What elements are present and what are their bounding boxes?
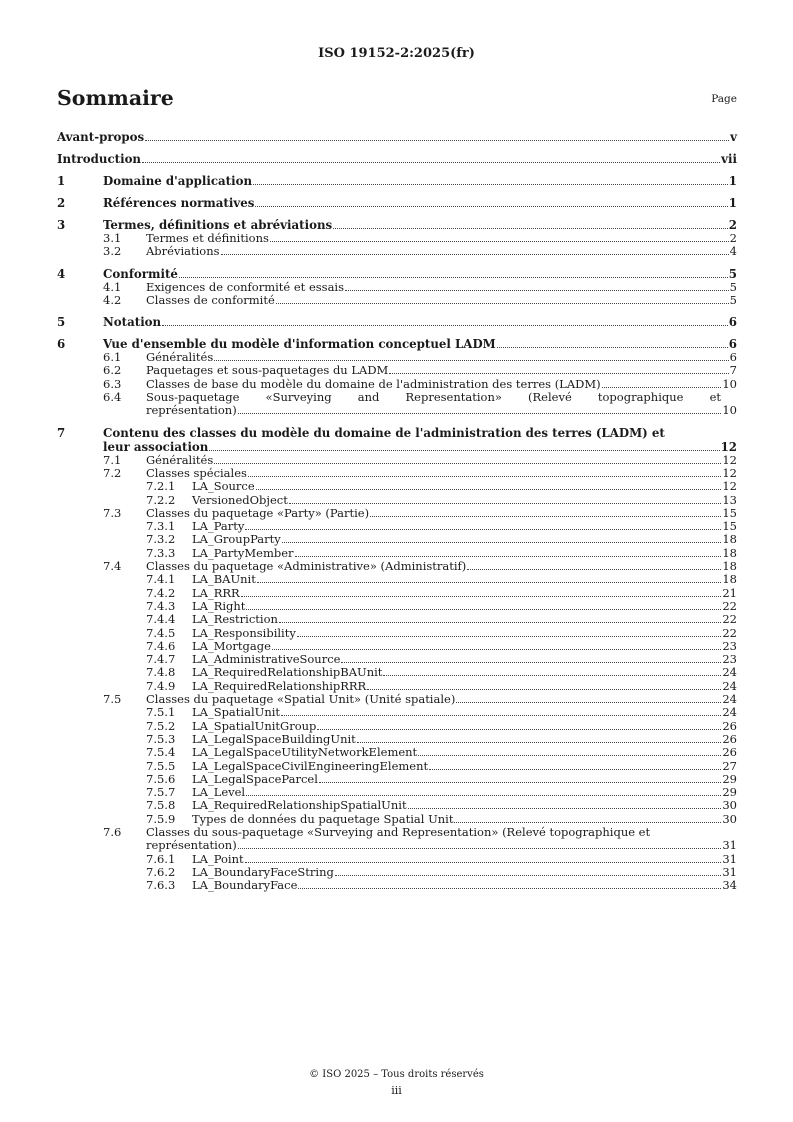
toc-leader <box>418 755 721 756</box>
toc-entry-text: LA_Source <box>192 479 255 494</box>
toc-entry-text: VersionedObject <box>192 492 288 507</box>
page-column-label: Page <box>711 93 737 105</box>
toc-entry-page: 22 <box>722 625 737 640</box>
toc-entry-page: 31 <box>722 864 737 879</box>
toc-entry-number: 7.5.5 <box>146 758 176 773</box>
toc-entry-text: Classes du sous-paquetage «Surveying and Representation» (Relevé topographique et <box>146 824 651 839</box>
toc-entry-text: LA_RequiredRelationshipBAUnit <box>192 665 383 680</box>
toc-entry-4-1[interactable] <box>57 281 737 294</box>
toc-entry-text: Exigences de conformité et essais <box>146 279 344 294</box>
toc-entry-text: LA_Restriction <box>192 612 278 627</box>
toc-entry-page: 5 <box>728 266 737 281</box>
toc-leader <box>162 325 728 326</box>
toc-entry-page: 10 <box>722 376 737 391</box>
toc-entry-text: Conformité <box>103 266 178 281</box>
toc-entry-number: 7.2.1 <box>146 479 176 494</box>
toc-entry-4-2[interactable] <box>57 294 737 307</box>
toc-entry-text: LA_RequiredRelationshipRRR <box>192 678 367 693</box>
toc-leader <box>408 808 722 809</box>
toc-leader <box>333 228 728 229</box>
toc-entry-number: 7.4.8 <box>146 665 176 680</box>
toc-entry-page: 26 <box>722 745 737 760</box>
toc-entry-page: 6 <box>729 350 737 365</box>
toc-entry-introduction[interactable] <box>57 152 737 166</box>
toc-leader <box>298 888 721 889</box>
toc-entry-number: 3.1 <box>103 231 122 245</box>
toc-entry-page: 1 <box>728 196 737 210</box>
toc-entry-7-5-9[interactable] <box>57 813 737 826</box>
toc-entry-page: 12 <box>722 465 737 480</box>
toc-entry-text: LA_LegalSpaceUtilityNetworkElement <box>192 745 418 760</box>
toc-entry-text: LA_SpatialUnitGroup <box>192 718 317 733</box>
toc-entry-7-6-2[interactable] <box>57 866 737 879</box>
toc-entry-number: 7.5.6 <box>146 771 176 786</box>
toc-entry-number: 4.1 <box>103 279 122 294</box>
toc-entry-text: LA_LegalSpaceCivilEngineeringElement <box>192 758 429 773</box>
toc-entry-page: 15 <box>722 505 737 520</box>
toc-leader <box>281 715 721 716</box>
toc-entry-number: 1 <box>57 174 66 188</box>
toc-entry-number: 7.5.2 <box>146 718 176 733</box>
toc-leader <box>341 662 721 663</box>
toc-entry-text: Généralités <box>146 452 214 467</box>
toc-entry-text: LA_BoundaryFace <box>192 878 298 893</box>
toc-leader <box>282 542 722 543</box>
toc-leader <box>367 689 721 690</box>
toc-entry-page: v <box>730 130 737 144</box>
toc-entry-number: 5 <box>57 315 66 330</box>
toc-entry-text-continued: représentation) <box>146 403 237 418</box>
toc-entry-page: 31 <box>722 838 737 853</box>
toc-entry-page: 22 <box>722 612 737 627</box>
toc-leader <box>456 702 721 703</box>
toc-entry-page: 18 <box>722 545 737 560</box>
toc-entry-number: 7.2.2 <box>146 492 176 507</box>
toc-entry-7-2-2[interactable] <box>57 494 737 507</box>
toc-entry-7-4-6[interactable] <box>57 640 737 653</box>
toc-leader <box>238 848 722 849</box>
toc-leader <box>317 729 721 730</box>
toc-entry-7-5-6[interactable] <box>57 773 737 786</box>
page-title: Sommaire <box>57 86 174 110</box>
toc-leader <box>345 290 729 291</box>
toc-entry-page: 2 <box>728 218 737 232</box>
toc-entry-page: 29 <box>722 771 737 786</box>
toc-leader <box>209 450 719 451</box>
toc-entry-number: 7.4.3 <box>146 598 176 613</box>
document-id-header: ISO 19152-2:2025(fr) <box>318 46 475 61</box>
toc-leader <box>248 476 721 477</box>
toc-entry-text: Généralités <box>146 350 214 365</box>
toc-entry-page: 29 <box>722 785 737 800</box>
toc-entry-text: LA_LegalSpaceBuildingUnit <box>192 731 356 746</box>
toc-entry-text: Termes et définitions <box>146 231 269 245</box>
toc-entry-text-continued: leur association <box>103 439 209 454</box>
toc-leader <box>270 241 729 242</box>
toc-entry-7-1[interactable] <box>57 454 737 467</box>
toc-entry-page: 27 <box>722 758 737 773</box>
toc-entry-page: 24 <box>722 678 737 693</box>
toc-entry-text: LA_AdministrativeSource <box>192 652 341 667</box>
toc-entry-7-4-7[interactable] <box>57 653 737 666</box>
toc-entry-number: 4 <box>57 266 66 281</box>
toc-entry-page: 23 <box>722 638 737 653</box>
toc-entry-7-5-3[interactable] <box>57 733 737 746</box>
toc-entry-7-6-3[interactable] <box>57 879 737 892</box>
toc-entry-page: 23 <box>722 652 737 667</box>
toc-entry-number: 7.4.6 <box>146 638 176 653</box>
toc-entry-1[interactable] <box>57 174 737 188</box>
toc-entry-6-3[interactable] <box>57 378 737 391</box>
toc-leader <box>297 636 722 637</box>
toc-leader <box>253 184 728 185</box>
toc-entry-number: 7.6.2 <box>146 864 176 879</box>
toc-entry-number: 7.5.8 <box>146 798 176 813</box>
toc-entry-number: 7.4.7 <box>146 652 176 667</box>
toc-leader <box>335 875 722 876</box>
toc-entry-text: Domaine d'application <box>103 174 253 188</box>
toc-leader <box>214 360 728 361</box>
toc-leader <box>389 373 728 374</box>
toc-leader <box>246 609 721 610</box>
toc-entry-page: 6 <box>728 337 737 352</box>
toc-entry-page: 30 <box>722 811 737 826</box>
toc-leader <box>246 795 721 796</box>
toc-entry-number: 7.5.3 <box>146 731 176 746</box>
toc-entry-text: LA_BAUnit <box>192 572 256 587</box>
toc-entry-7-3[interactable] <box>57 507 737 520</box>
toc-entry-7-4[interactable] <box>57 560 737 573</box>
toc-entry-7-3-1[interactable] <box>57 520 737 533</box>
toc-entry-page: 18 <box>722 532 737 547</box>
toc-entry-page: 12 <box>722 452 737 467</box>
toc-entry-number: 7.4.1 <box>146 572 176 587</box>
toc-leader <box>256 489 722 490</box>
toc-entry-text: Abréviations <box>146 244 220 259</box>
toc-entry-6[interactable] <box>57 337 737 351</box>
toc-entry-page: 24 <box>722 665 737 680</box>
toc-entry-text: LA_Level <box>192 785 246 800</box>
toc-entry-text-continued: représentation) <box>146 838 237 853</box>
toc-entry-page: 6 <box>728 315 737 330</box>
toc-entry-page: 18 <box>722 559 737 574</box>
toc-entry-2[interactable] <box>57 196 737 210</box>
toc-leader <box>454 822 721 823</box>
toc-entry-page: 12 <box>722 479 737 494</box>
toc-entry-text: LA_GroupParty <box>192 532 281 547</box>
toc-entry-7-4-2[interactable] <box>57 587 737 600</box>
toc-entry-number: 7.6.1 <box>146 851 176 866</box>
toc-entry-number: 7.4 <box>103 559 122 574</box>
toc-entry-page: 34 <box>722 878 737 893</box>
toc-entry-5[interactable] <box>57 315 737 329</box>
toc-entry-6-2[interactable] <box>57 364 737 377</box>
toc-leader <box>497 347 728 348</box>
toc-entry-text: LA_PartyMember <box>192 545 294 560</box>
toc-leader <box>319 782 721 783</box>
toc-entry-page: 2 <box>729 231 737 245</box>
toc-entry-number: 2 <box>57 196 66 210</box>
toc-entry-page: 30 <box>722 798 737 813</box>
toc-leader <box>279 622 721 623</box>
toc-entry-text: Introduction <box>57 152 142 166</box>
toc-entry-page: 22 <box>722 598 737 613</box>
toc-entry-7-5-2[interactable] <box>57 720 737 733</box>
toc-leader <box>145 140 729 141</box>
toc-leader <box>295 556 722 557</box>
toc-entry-7-5-5[interactable] <box>57 760 737 773</box>
toc-entry-3-2[interactable] <box>57 245 737 258</box>
toc-entry-page: 12 <box>720 439 737 454</box>
toc-entry-page: 7 <box>729 363 737 378</box>
toc-entry-page: 5 <box>729 279 737 294</box>
toc-entry-number: 7.5.7 <box>146 785 176 800</box>
toc-entry-text: LA_Party <box>192 519 245 534</box>
toc-entry-text: Avant-propos <box>57 130 145 144</box>
toc-entry-7-4-5[interactable] <box>57 627 737 640</box>
toc-leader <box>602 387 722 388</box>
toc-entry-number: 7.3.2 <box>146 532 176 547</box>
toc-entry-number: 6 <box>57 337 66 352</box>
page-footer <box>0 1069 793 1097</box>
toc-entry-number: 7.5.9 <box>146 811 176 826</box>
toc-entry-text: LA_Responsibility <box>192 625 296 640</box>
toc-entry-page: 26 <box>722 718 737 733</box>
toc-leader <box>383 675 721 676</box>
toc-entry-text: LA_Mortgage <box>192 638 271 653</box>
toc-entry-7-3-3[interactable] <box>57 547 737 560</box>
toc-leader <box>245 529 721 530</box>
toc-leader <box>257 582 722 583</box>
toc-leader <box>255 206 727 207</box>
toc-entry-7-5-1[interactable] <box>57 706 737 719</box>
toc-leader <box>467 569 721 570</box>
toc-entry-text: Sous-paquetage «Surveying and Representation» (Relevé topographique et <box>146 390 721 405</box>
toc-entry-7-3-2[interactable] <box>57 533 737 546</box>
toc-entry-number: 3.2 <box>103 244 122 259</box>
toc-entry-text: LA_RequiredRelationshipSpatialUnit <box>192 798 407 813</box>
table-of-contents <box>57 130 737 892</box>
toc-leader <box>289 503 722 504</box>
toc-leader <box>179 277 728 278</box>
toc-entry-text: LA_BoundaryFaceString <box>192 864 334 879</box>
toc-entry-number: 6.2 <box>103 363 122 378</box>
toc-entry-text: Termes, définitions et abréviations <box>103 218 333 232</box>
toc-entry-page: 5 <box>729 292 737 307</box>
toc-entry-text: LA_LegalSpaceParcel <box>192 771 318 786</box>
toc-entry-7-5-8[interactable] <box>57 799 737 812</box>
toc-entry-text: Vue d'ensemble du modèle d'information conceptuel LADM <box>103 337 496 352</box>
toc-entry-page: 24 <box>722 705 737 720</box>
toc-entry-7-4-4[interactable] <box>57 613 737 626</box>
toc-entry-page: 18 <box>722 572 737 587</box>
toc-entry-text: LA_RRR <box>192 585 240 600</box>
toc-leader <box>238 413 722 414</box>
toc-entry-number: 7.3.1 <box>146 519 176 534</box>
copyright-notice: © ISO 2025 – Tous droits réservés <box>309 1069 484 1080</box>
toc-entry-3-1[interactable] <box>57 232 737 245</box>
toc-leader <box>370 516 721 517</box>
toc-entry-number: 4.2 <box>103 292 122 307</box>
toc-entry-number: 7.6.3 <box>146 878 176 893</box>
toc-leader <box>142 162 720 163</box>
toc-entry-text: Classes spéciales <box>146 465 247 480</box>
toc-entry-page: 24 <box>722 692 737 707</box>
toc-entry-7[interactable] <box>57 426 737 454</box>
toc-leader <box>245 862 722 863</box>
toc-leader <box>429 769 721 770</box>
toc-entry-text: Notation <box>103 315 162 330</box>
toc-entry-4[interactable] <box>57 267 737 281</box>
toc-entry-number: 7.4.4 <box>146 612 176 627</box>
toc-entry-number: 6.1 <box>103 350 122 365</box>
toc-entry-page: 1 <box>728 174 737 188</box>
toc-entry-page: 4 <box>729 244 737 259</box>
toc-entry-text: Classes du paquetage «Administrative» (Administratif) <box>146 559 467 574</box>
toc-leader <box>241 596 722 597</box>
toc-entry-avant-propos[interactable] <box>57 130 737 144</box>
toc-entry-page: 15 <box>722 519 737 534</box>
toc-entry-text: LA_Point <box>192 851 244 866</box>
toc-entry-number: 7 <box>57 425 66 440</box>
toc-entry-6-1[interactable] <box>57 351 737 364</box>
toc-entry-number: 7.5 <box>103 692 122 707</box>
toc-entry-text: Classes du paquetage «Party» (Partie) <box>146 505 370 520</box>
toc-entry-number: 7.5.4 <box>146 745 176 760</box>
toc-leader <box>272 649 721 650</box>
toc-entry-text: Contenu des classes du modèle du domaine de l'administration des terres (LADM) et <box>103 425 665 440</box>
toc-entry-text: Classes du paquetage «Spatial Unit» (Unité spatiale) <box>146 692 456 707</box>
toc-entry-7-2-1[interactable] <box>57 480 737 493</box>
toc-entry-number: 6.3 <box>103 376 122 391</box>
toc-entry-7-6-1[interactable] <box>57 853 737 866</box>
toc-leader <box>214 463 721 464</box>
toc-leader <box>221 254 729 255</box>
toc-entry-number: 7.4.5 <box>146 625 176 640</box>
toc-entry-7-5-4[interactable] <box>57 746 737 759</box>
toc-entry-text: Classes de base du modèle du domaine de l'administration des terres (LADM) <box>146 376 601 391</box>
toc-entry-page: 13 <box>722 492 737 507</box>
toc-entry-number: 6.4 <box>103 390 122 405</box>
toc-entry-6-4[interactable] <box>57 391 737 418</box>
toc-leader <box>357 742 722 743</box>
toc-entry-text: Références normatives <box>103 196 255 210</box>
toc-entry-7-4-8[interactable] <box>57 666 737 679</box>
toc-entry-7-6[interactable] <box>57 826 737 853</box>
toc-entry-number: 7.6 <box>103 824 122 839</box>
toc-entry-7-5[interactable] <box>57 693 737 706</box>
toc-entry-7-2[interactable] <box>57 467 737 480</box>
toc-entry-text: Types de données du paquetage Spatial Unit <box>192 811 454 826</box>
toc-entry-page: 21 <box>722 585 737 600</box>
toc-entry-page: 10 <box>722 403 737 418</box>
toc-entry-number: 3 <box>57 218 66 232</box>
toc-entry-page: vii <box>721 152 737 166</box>
toc-entry-7-4-3[interactable] <box>57 600 737 613</box>
toc-entry-number: 7.3 <box>103 505 122 520</box>
toc-entry-text: LA_SpatialUnit <box>192 705 281 720</box>
page-number: iii <box>391 1084 402 1097</box>
toc-entry-7-4-1[interactable] <box>57 573 737 586</box>
toc-entry-7-5-7[interactable] <box>57 786 737 799</box>
toc-entry-page: 31 <box>722 851 737 866</box>
toc-entry-7-4-9[interactable] <box>57 680 737 693</box>
toc-entry-text: Paquetages et sous-paquetages du LADM <box>146 363 389 378</box>
toc-entry-number: 7.2 <box>103 465 122 480</box>
toc-entry-text: Classes de conformité <box>146 292 275 307</box>
toc-entry-text: LA_Right <box>192 598 246 613</box>
toc-entry-page: 26 <box>722 731 737 746</box>
toc-entry-number: 7.1 <box>103 452 122 467</box>
title-row <box>57 86 737 112</box>
toc-entry-number: 7.4.9 <box>146 678 176 693</box>
toc-entry-number: 7.4.2 <box>146 585 176 600</box>
toc-entry-number: 7.3.3 <box>146 545 176 560</box>
toc-entry-number: 7.5.1 <box>146 705 176 720</box>
toc-leader <box>276 303 729 304</box>
toc-entry-3[interactable] <box>57 218 737 232</box>
